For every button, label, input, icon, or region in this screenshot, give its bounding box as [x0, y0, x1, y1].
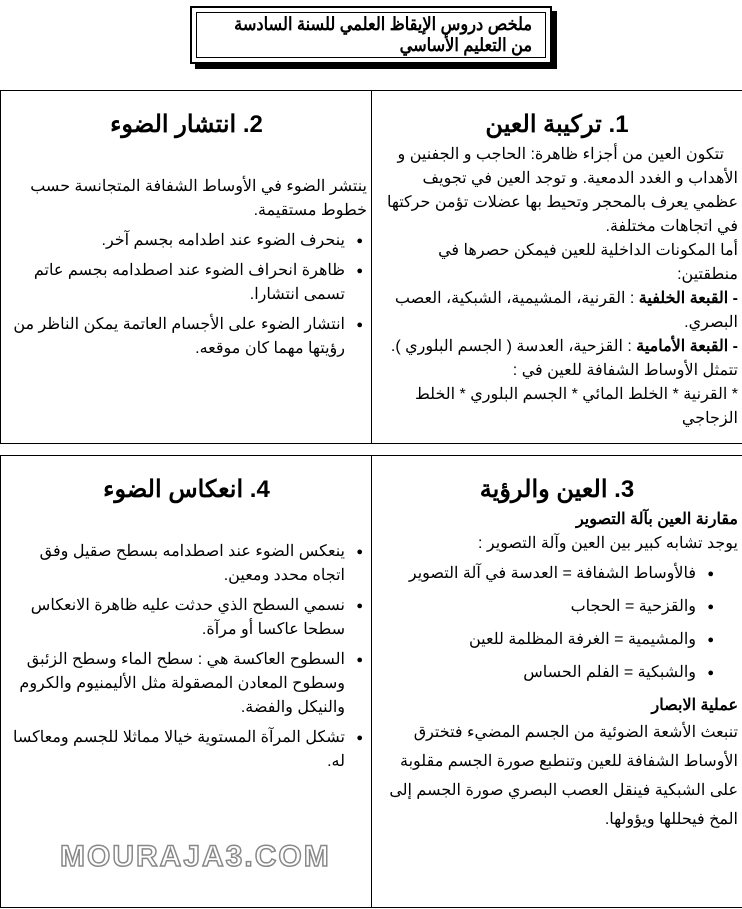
list-item: ● ينحرف الضوء عند اطدامه بجسم آخر. — [6, 229, 345, 253]
front-label: - القبعة الأمامية — [636, 338, 738, 355]
section-heading: 4. انعكاس الضوء — [103, 476, 270, 503]
section-heading: 1. تركيبة العين — [485, 111, 629, 138]
list-item: ● السطوح العاكسة هي : سطح الماء وسطح الزئبق وسطوح المعادن المصقولة مثل الأليمنيوم والكروم والنيكل والفضة. — [6, 648, 345, 720]
intro-text: ينتشر الضوء في الأوساط الشفافة المتجانسة حسب خطوط مستقيمة. — [30, 178, 367, 219]
section-light-reflection — [2, 456, 372, 907]
watermark: MOURAJA3.COM — [60, 840, 331, 873]
back-label: - القبعة الخلفية — [638, 290, 738, 307]
top-row — [0, 90, 742, 444]
section-eye-vision — [372, 456, 742, 907]
list-item: ● والقزحية = الحجاب — [376, 595, 696, 619]
comparison-list — [376, 562, 738, 685]
list-item: ● ظاهرة انحراف الضوء عند اصطدامه بجسم عاتم تسمى انتشارا. — [6, 259, 345, 307]
section-heading: 3. العين والرؤية — [479, 476, 635, 503]
process-text: تنبعث الأشعة الضوئية من الجسم المضيء فتخترق الأوساط الشفافة للعين وتنطبع صورة الجسم مقلوبة على الشبكية فينقل العصب البصري صورة الجسم إلى المخ فيحللها ويؤولها. — [389, 724, 738, 828]
bullet-list — [6, 229, 367, 361]
intro-text: يوجد تشابه كبير بين العين وآلة التصوير : — [477, 535, 738, 552]
list-item: ● نسمي السطح الذي حدثت عليه ظاهرة الانعكاس سطحا عاكسا أو مرآة. — [6, 594, 345, 642]
list-item: ● والشبكية = الفلم الحساس — [376, 661, 696, 685]
subheading-camera: مقارنة العين بآلة التصوير — [575, 511, 738, 528]
subheading-vision: عملية الابصار — [651, 697, 738, 714]
back-text: : القرنية، المشيمية، الشبكية، العصب البصري. — [394, 290, 738, 331]
front-text: : القزحية، العدسة ( الجسم البلوري ). — [390, 338, 637, 355]
document-title-box — [190, 6, 552, 64]
media-list: * القرنية * الخلط المائي * الجسم البلوري * الخلط الزجاجي — [414, 386, 738, 427]
list-item: ● انتشار الضوء على الأجسام العاتمة يمكن الناظر من رؤيتها مهما كان موقعه. — [6, 313, 345, 361]
list-item: ● والمشيمية = الغرفة المظلمة للعين — [376, 628, 696, 652]
list-item: ● ينعكس الضوء عند اصطدامه بسطح صقيل وفق اتجاه محدد ومعين. — [6, 540, 345, 588]
list-item: ● فالأوساط الشفافة = العدسة في آلة التصوير — [376, 562, 696, 586]
bottom-row — [0, 455, 742, 908]
back-chamber — [376, 287, 738, 335]
section-eye-structure — [372, 91, 742, 443]
intro-text: تتكون العين من أجزاء ظاهرة: الحاجب و الجفنين و الأهداب و الغدد الدمعية. و توجد العين في تجويف عظمي يعرف بالمحجر وتحيط بها عضلات تؤمن حركتها في اتجاهات مختلفة. — [386, 146, 738, 235]
bullet-list — [6, 540, 367, 774]
media-text: تتمثل الأوساط الشفافة للعين في : — [512, 362, 738, 379]
internal-text: أما المكونات الداخلية للعين فيمكن حصرها في منطقتين: — [438, 242, 738, 283]
section-heading: 2. انتشار الضوء — [110, 111, 263, 138]
front-chamber — [376, 335, 738, 359]
list-item: ● تشكل المرآة المستوية خيالا مماثلا للجسم ومعاكسا له. — [6, 726, 345, 774]
document-title: ملخص دروس الإيقاظ العلمي للسنة السادسة من التعليم الأساسي — [234, 14, 533, 55]
section-light-propagation — [2, 91, 372, 443]
